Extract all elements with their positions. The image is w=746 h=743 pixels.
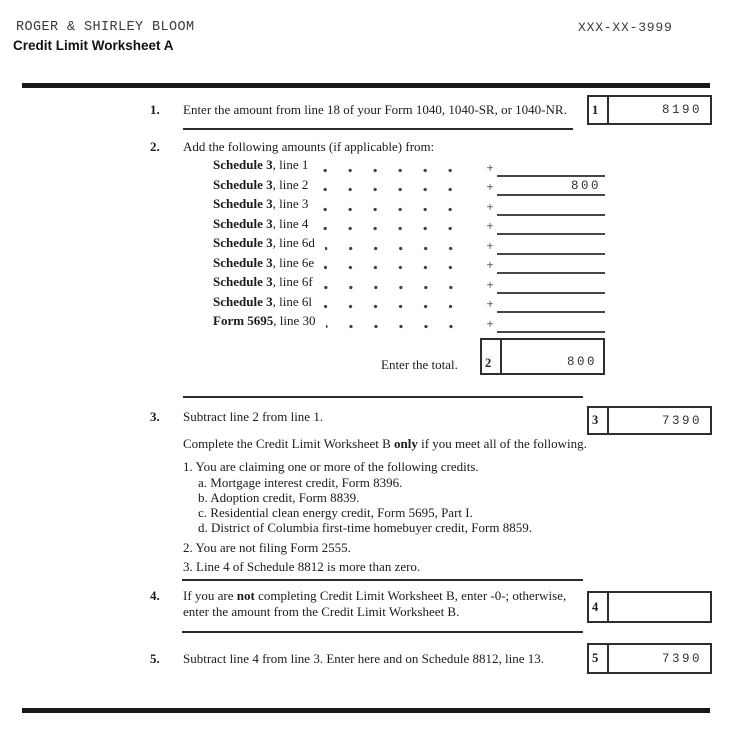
line-1-text: Enter the amount from line 18 of your Form 1040, 1040-SR, or 1040-NR. [183, 102, 567, 117]
line-1-number: 1. [150, 102, 160, 117]
condition-item-1d: d. District of Columbia first-time homebuyer credit, Form 8859. [198, 520, 532, 535]
taxpayer-name: ROGER & SHIRLEY BLOOM [16, 20, 195, 35]
schedule-row [213, 255, 605, 275]
amount-box-4 [587, 591, 712, 623]
schedule-row-label: Schedule 3, line 4 [213, 215, 309, 231]
taxpayer-ssn: XXX-XX-3999 [578, 20, 673, 35]
schedule-row [213, 216, 605, 236]
line-5-text: Subtract line 4 from line 3. Enter here and on Schedule 8812, line 13. [183, 651, 545, 666]
schedule-row-amount [497, 313, 605, 333]
dot-leader [323, 282, 473, 291]
amount-box-1-value: 8190 [661, 103, 702, 117]
line-2-number: 2. [150, 139, 160, 154]
schedule-row-amount [497, 294, 605, 314]
schedule-row-label: Schedule 3, line 1 [213, 157, 309, 172]
dot-leader [318, 165, 473, 174]
line-2-text: Add the following amounts (if applicable) from: [183, 139, 435, 154]
schedule-row-amount [497, 196, 605, 216]
plus-sign: + [486, 237, 494, 253]
plus-sign: + [486, 218, 494, 233]
worksheet-title: Credit Limit Worksheet A [13, 38, 174, 53]
separator-above-line-4 [182, 579, 583, 581]
plus-sign: + [486, 257, 494, 272]
line-3-number: 3. [150, 409, 160, 424]
condition-item-1c: c. Residential clean energy credit, Form 5695, Part I. [198, 505, 473, 520]
amount-box-1 [587, 95, 712, 125]
schedule-row-label: Schedule 3, line 6d [213, 235, 315, 250]
amount-box-5-value: 7390 [661, 651, 702, 666]
amount-box-2-line-number: 2 [482, 340, 502, 373]
schedule-row-amount: 800 [497, 177, 605, 197]
dot-leader [325, 243, 473, 252]
schedule-row-label: Schedule 3, line 2 [213, 176, 309, 192]
schedule-row [213, 157, 605, 177]
line-5-number: 5. [150, 651, 160, 666]
dot-leader [322, 301, 473, 310]
addition-rows [213, 157, 605, 333]
schedule-row-label: Schedule 3, line 6f [213, 274, 313, 289]
schedule-row [213, 177, 605, 197]
schedule-row-amount [497, 216, 605, 236]
amount-box-2-value: 800 [566, 355, 597, 369]
amount-box-3-line-number: 3 [589, 408, 609, 433]
plus-sign: + [486, 296, 494, 311]
separator-under-line-2 [183, 396, 583, 398]
plus-sign: + [486, 315, 494, 331]
dot-leader [318, 204, 473, 213]
schedule-row-label: Schedule 3, line 6e [213, 254, 315, 270]
line-3-note: Complete the Credit Limit Worksheet B only if you meet all of the following. [183, 436, 587, 451]
schedule-row-label: Form 5695, line 30 [213, 313, 316, 328]
dot-leader [324, 262, 473, 271]
enter-total-label: Enter the total. [381, 357, 458, 372]
line-4-number: 4. [150, 588, 160, 603]
separator-under-line-1 [183, 128, 573, 130]
condition-item-1a: a. Mortgage interest credit, Form 8396. [198, 475, 403, 490]
dot-leader [318, 223, 473, 232]
schedule-row [213, 274, 605, 294]
schedule-row [213, 313, 605, 333]
amount-box-1-line-number: 1 [589, 97, 609, 123]
amount-box-2 [480, 338, 605, 375]
amount-box-5-line-number: 5 [589, 645, 609, 672]
top-rule [22, 83, 710, 88]
schedule-row-label: Schedule 3, line 6l [213, 293, 312, 309]
condition-item-1b: b. Adoption credit, Form 8839. [198, 490, 360, 505]
amount-box-3 [587, 406, 712, 435]
dot-leader [326, 321, 473, 330]
plus-sign: + [486, 159, 494, 175]
amount-box-5 [587, 643, 712, 674]
plus-sign: + [486, 198, 494, 214]
schedule-row-amount [497, 235, 605, 255]
dot-leader [318, 184, 473, 193]
amount-box-3-value: 7390 [661, 413, 702, 428]
line-3-text: Subtract line 2 from line 1. [183, 409, 324, 424]
schedule-row-amount [497, 157, 605, 177]
plus-sign: + [486, 276, 494, 292]
condition-item-2: 2. You are not filing Form 2555. [183, 540, 351, 555]
schedule-row [213, 235, 605, 255]
amount-box-4-line-number: 4 [589, 593, 609, 621]
schedule-row-amount [497, 255, 605, 275]
condition-item-1: 1. You are claiming one or more of the following credits. [183, 459, 479, 474]
schedule-row [213, 196, 605, 216]
condition-item-3: 3. Line 4 of Schedule 8812 is more than zero. [183, 559, 421, 574]
schedule-row-label: Schedule 3, line 3 [213, 196, 309, 211]
amount-box-4-value [609, 593, 710, 621]
bottom-rule [22, 708, 710, 713]
plus-sign: + [486, 179, 494, 194]
line-4-text: If you are not completing Credit Limit Worksheet B, enter -0-; otherwise, enter the amount from the Credit Limit Worksheet B. [183, 588, 567, 619]
schedule-row [213, 294, 605, 314]
separator-under-line-4 [182, 631, 583, 633]
schedule-row-amount [497, 274, 605, 294]
